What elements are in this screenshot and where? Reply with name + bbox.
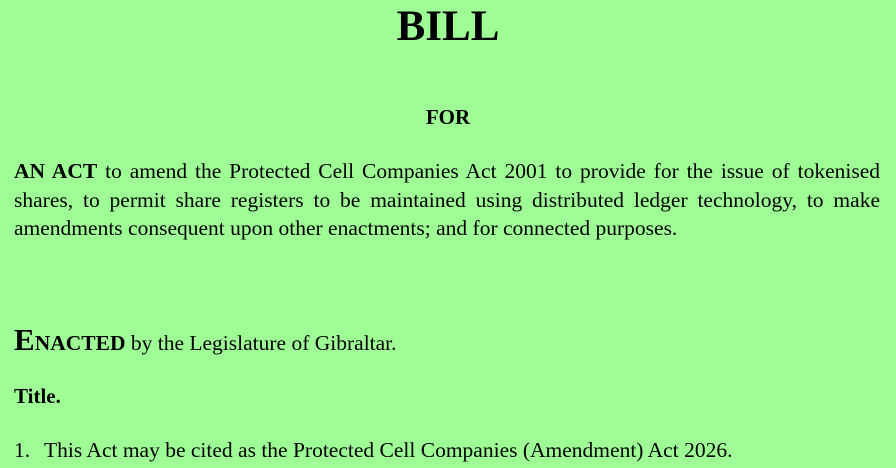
section-text: This Act may be cited as the Protected Cell Companies (Amendment) Act 2026. — [44, 438, 733, 462]
enacting-text: by the Legislature of Gibraltar. — [125, 331, 397, 355]
enacting-rest-word: NACTED — [34, 331, 126, 355]
long-title-lead: AN ACT — [14, 159, 98, 183]
for-heading: FOR — [425, 105, 471, 129]
enacting-formula — [14, 322, 397, 361]
section-1 — [14, 436, 732, 464]
long-title — [14, 157, 880, 243]
bill-title: BILL — [396, 3, 500, 50]
section-heading: Title. — [14, 384, 61, 408]
long-title-text: to amend the Protected Cell Companies Act 2001 to provide for the issue of tokenised shares, to permit share registers to be maintained using distributed ledger technology, to make amendments consequent upon other enactments; and for connected purposes. — [14, 159, 880, 240]
section-number: 1. — [14, 438, 31, 462]
enacting-first-letter: E — [14, 322, 35, 357]
